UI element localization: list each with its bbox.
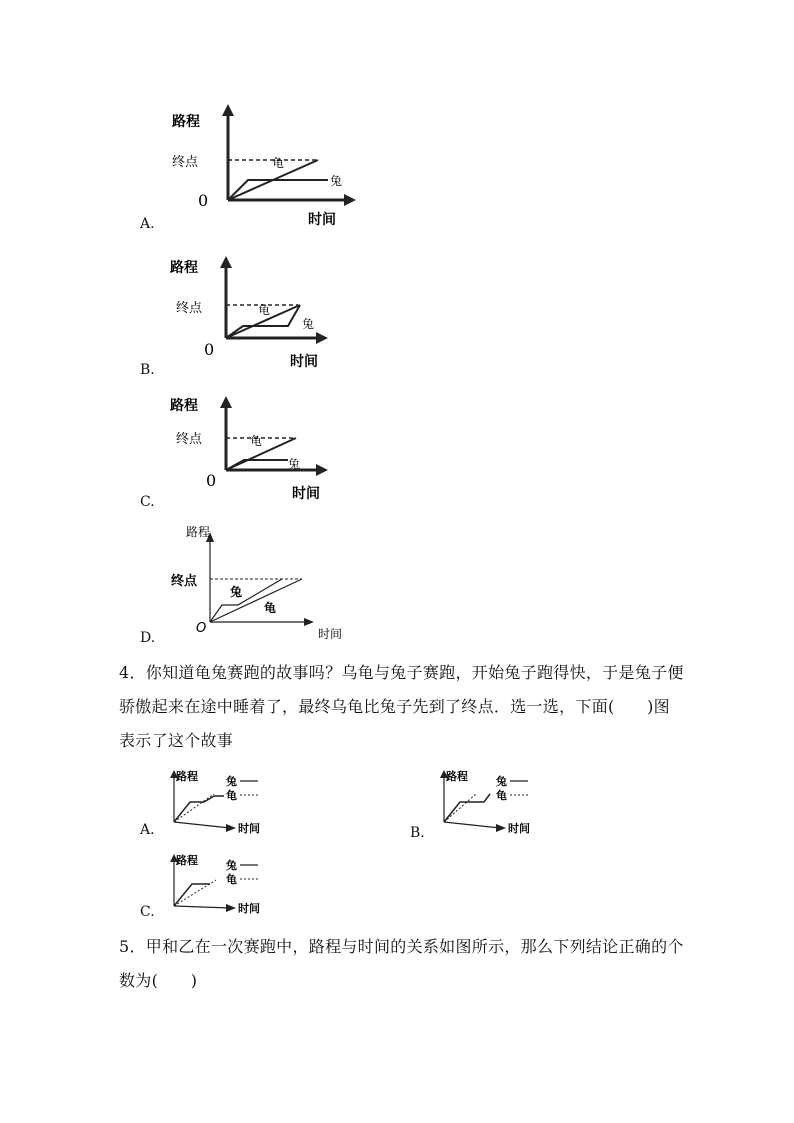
q3d-hare: 兔	[230, 585, 243, 599]
q4-line-3: 表示了这个故事	[119, 731, 234, 750]
q3-option-d-label: D.	[140, 630, 156, 646]
q4b-hare: 兔	[496, 775, 507, 788]
q4-option-b-label: B．	[410, 825, 435, 841]
q4c-xlabel: 时间	[238, 902, 260, 915]
q4c-hare: 兔	[226, 859, 237, 872]
q4a-xlabel: 时间	[238, 822, 260, 835]
q3-option-d-graph	[168, 520, 358, 645]
q3a-xlabel: 时间	[308, 212, 336, 228]
q3-option-a-graph	[168, 100, 358, 230]
q4-option-c[interactable]	[140, 852, 340, 924]
q3c-tortoise: 龟	[250, 434, 263, 448]
q3-option-a-label: A.	[140, 216, 155, 232]
q4b-ylabel: 路程	[446, 770, 468, 783]
q3-option-d[interactable]	[140, 520, 360, 650]
q4c-tortoise: 龟	[226, 873, 237, 886]
q3a-tortoise: 龟	[272, 156, 285, 170]
q3c-origin: 0	[206, 471, 217, 490]
q4-line-1: 4．你知道龟兔赛跑的故事吗？乌龟与兔子赛跑，开始兔子跑得快，于是兔子便	[119, 663, 684, 682]
q3b-origin: 0	[204, 340, 215, 359]
q3a-hare: 兔	[330, 174, 343, 188]
q3-option-a[interactable]	[140, 100, 360, 235]
q3b-hare: 兔	[302, 317, 315, 331]
q4-option-b[interactable]	[410, 768, 610, 840]
q3d-ylabel: 路程	[186, 525, 211, 539]
q3d-tortoise: 龟	[264, 601, 277, 615]
q3d-origin: O	[196, 621, 207, 636]
q3d-finish: 终点	[171, 574, 198, 589]
q4a-hare: 兔	[226, 775, 237, 788]
q3c-xlabel: 时间	[292, 486, 320, 502]
q3a-ylabel: 路程	[172, 114, 200, 130]
q3-option-c[interactable]	[140, 390, 360, 515]
q3b-xlabel: 时间	[290, 354, 318, 370]
q3c-hare: 兔	[288, 457, 301, 471]
q5-line-1: 5．甲和乙在一次赛跑中，路程与时间的关系如图所示，那么下列结论正确的个	[119, 937, 684, 956]
q3a-finish: 终点	[172, 155, 199, 170]
q3c-finish: 终点	[176, 432, 203, 447]
q3-option-b-graph	[168, 250, 358, 375]
q4-option-c-graph	[170, 852, 330, 922]
q3a-origin: 0	[198, 191, 209, 210]
q4b-tortoise: 龟	[496, 789, 507, 802]
q4-option-a-graph	[170, 768, 330, 838]
q4-stem	[119, 656, 689, 758]
q3c-ylabel: 路程	[170, 398, 198, 414]
q3-option-b[interactable]	[140, 250, 360, 385]
q4-option-c-label: C.	[140, 904, 155, 920]
q4b-xlabel: 时间	[508, 822, 530, 835]
q3b-ylabel: 路程	[170, 260, 198, 276]
q3-option-b-label: B.	[140, 362, 155, 378]
q5-stem	[119, 930, 689, 998]
q4a-tortoise: 龟	[226, 789, 237, 802]
q3d-xlabel: 时间	[318, 627, 343, 641]
q4-option-a[interactable]	[140, 768, 340, 840]
q3b-tortoise: 龟	[258, 303, 271, 317]
q4c-ylabel: 路程	[176, 854, 198, 867]
q4-line-2: 骄傲起来在途中睡着了，最终乌龟比兔子先到了终点．选一选，下面( )图	[119, 697, 670, 716]
q4a-ylabel: 路程	[176, 770, 198, 783]
q4-option-a-label: A.	[140, 822, 155, 838]
q3-option-c-graph	[168, 390, 358, 505]
q5-line-2: 数为( )	[119, 971, 198, 990]
q3-option-c-label: C.	[140, 494, 155, 510]
q4-option-b-graph	[440, 768, 600, 838]
q3b-finish: 终点	[176, 301, 203, 316]
